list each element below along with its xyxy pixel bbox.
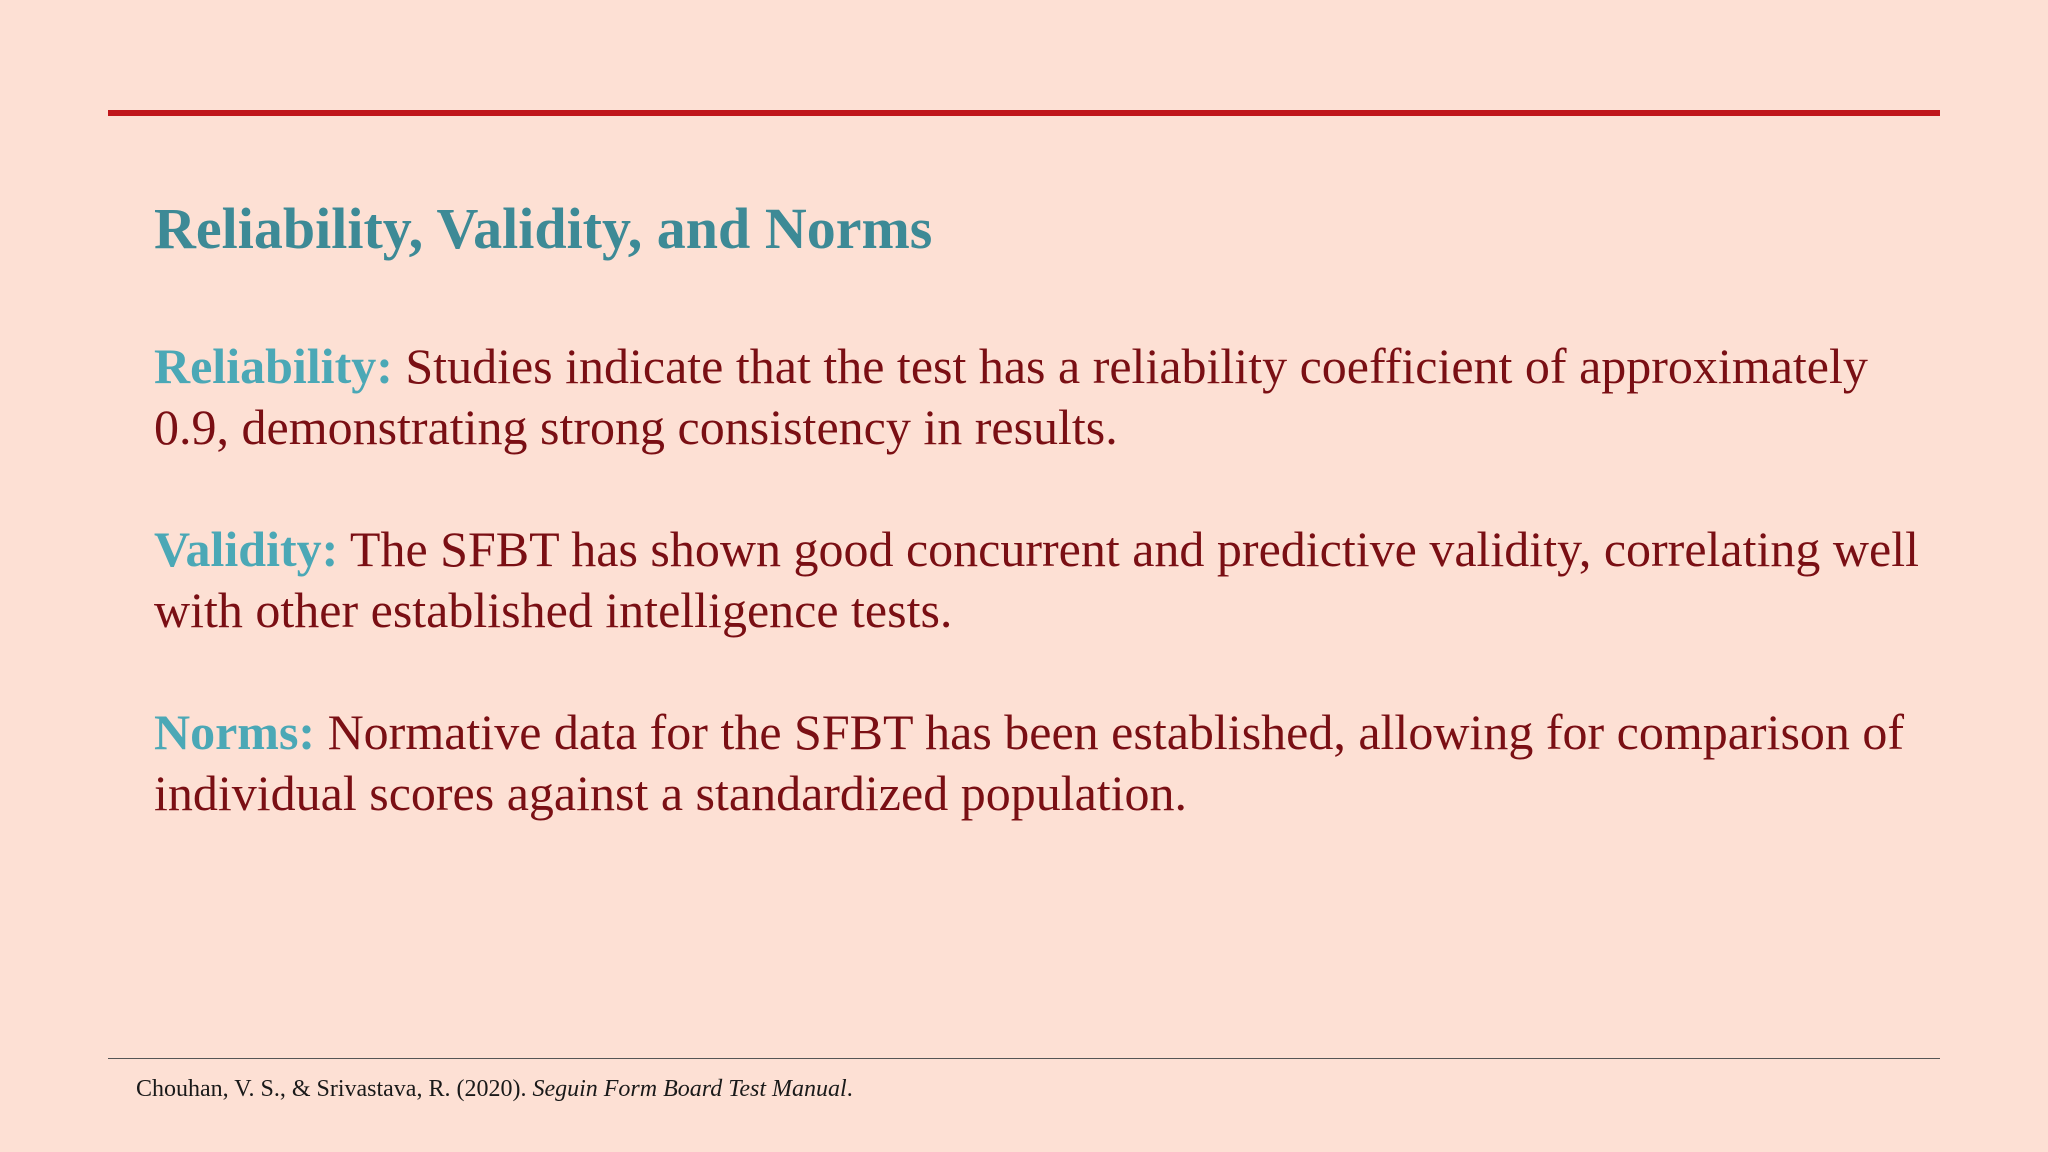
slide-title: Reliability, Validity, and Norms (154, 196, 933, 261)
citation-authors: Chouhan, V. S., & Srivastava, R. (2020). (136, 1076, 533, 1102)
top-accent-rule (108, 110, 1940, 116)
norms-label: Norms: (154, 704, 316, 760)
reliability-paragraph (154, 336, 1944, 458)
validity-label: Validity: (154, 521, 339, 577)
citation-title: Seguin Form Board Test Manual (532, 1076, 847, 1102)
footer-citation (136, 1074, 853, 1104)
validity-paragraph (154, 519, 1944, 641)
norms-text: Normative data for the SFBT has been established, allowing for comparison of individual scores against a standardized population. (154, 704, 1905, 821)
reliability-text: Studies indicate that the test has a reliability coefficient of approximately 0.9, demonstrating strong consistency in results. (154, 338, 1868, 455)
reliability-label: Reliability: (154, 338, 393, 394)
slide-content (154, 336, 1944, 885)
citation-end: . (846, 1076, 853, 1102)
validity-text: The SFBT has shown good concurrent and predictive validity, correlating well with other established intelligence tests. (154, 521, 1919, 638)
footer-divider (108, 1058, 1940, 1059)
norms-paragraph (154, 702, 1944, 824)
